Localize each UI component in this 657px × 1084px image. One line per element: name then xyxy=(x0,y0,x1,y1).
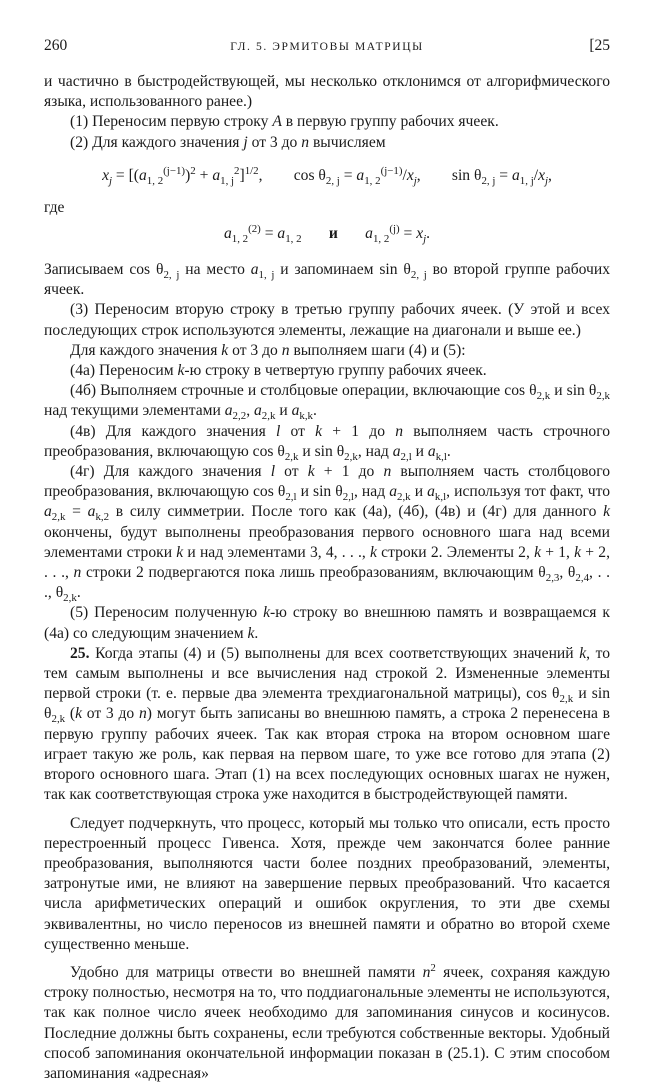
section-25: 25. Когда этапы (4) и (5) выполнены для всех соответствующих значений k, то тем самым выполнены и все вычисления над строкой 2. Измененные элементы первой строки (т. е. первые два элемента трехдиагональной матрицы), $\cos \theta_{2,k}$ и $\sin \theta_{2,k}$ (k от 3 до n) могут быть записаны во внешнюю память, а строка 2 перенесена в первую группу рабочих ячеек. Так как вторая строка на втором основном шаге играет такую же роль, как первая на первом шаге, то уже все готово для этапа (2) второго основного шага. Этап (1) на всех последующих основных шагах не нужен, так как соответствующая строка уже находится в быстродействующей памяти. xyxy=(44,644,611,804)
running-header xyxy=(44,36,610,58)
section-number: 25. xyxy=(70,644,90,662)
step-3: (3) Переносим вторую строку в третью группу рабочих ячеек. (У этой и всех последующих строк используются элементы, лежащие на диагонали и выше ее.) xyxy=(44,301,610,339)
step-4a: (4а) Переносим k-ю строку в четвертую группу рабочих ячеек. xyxy=(70,362,487,380)
page-number: 260 xyxy=(44,37,68,54)
step-5: (5) Переносим полученную k-ю строку во внешнюю память и возвращаемся к (4а) со следующим значением k. xyxy=(44,604,610,642)
storage-paragraph: Удобно для матрицы отвести во внешней памяти $n^2$ ячеек, сохраняя каждую строку полностью, несмотря на то, что поддиагональные элементы не используются, так как полное число ячеек необходимо для запоминания синусов и косинусов. Последние должны быть сохранены, если требуются собственные векторы. Удобный способ запоминания окончательной информации показан в (25.1). С этим способом запоминания «адресная» xyxy=(44,961,610,1082)
step-4v: (4в) Для каждого значения l от k + 1 до n выполняем часть строчного преобразования, включающую $\cos \theta_{2,k}$ и $\sin \theta_{2,k}$, над $a_{2,l}$ и $a_{k,l}$. xyxy=(44,422,611,463)
intro-paragraph: и частично в быстродействующей, мы несколько отклонимся от алгорифмического языка, использованного ранее.) xyxy=(44,73,610,111)
step-1: (1) Переносим первую строку A в первую группу рабочих ячеек. xyxy=(70,113,499,131)
document-page xyxy=(44,36,610,1084)
write-paragraph: Записываем $\cos \theta_{2, j}$ на место $a_{1, j}$ и запоминаем $\sin \theta_{2, j}$ во второй группе рабочих ячеек. xyxy=(44,261,611,299)
where-label: где xyxy=(44,198,65,216)
step-4g: (4г) Для каждого значения l от k + 1 до n выполняем часть столбцового преобразования, включающую $\cos \theta_{2,l}$ и $\sin \theta_{2,l}$, над $a_{2,k}$ и $a_{k,l}$, используя тот факт, что $a_{2,k} = a_{k,2}$ в силу симметрии. После того как (4а), (4б), (4в) и (4г) для данного k окончены, будут выполнены преобразования первого основного шага над всеми элементами строки k и над элементами 3, 4, . . ., k строки 2. Элементы 2, k + 1, k + 2, . . ., n строки 2 подвергаются пока лишь преобразованиям, включающим $\theta_{2,3}$, $\theta_{2,4}$, . . ., $\theta_{2,k}$. xyxy=(44,463,611,605)
for-each-k: Для каждого значения k от 3 до n выполняем шаги (4) и (5): xyxy=(70,341,466,359)
givens-paragraph: Следует подчеркнуть, что процесс, который мы только что описали, есть просто перестроенный процесс Гивенса. Хотя, прежде чем закончатся более ранние преобразования, выполняются части более поздних преобразований, элементы, затронутые ими, не влияют на завершение первых преобразований. Что касается числа арифметических операций и ошибок округления, то эти две схемы эквивалентны, но число переносов из внешней памяти и обратно во второй схеме существенно меньше. xyxy=(44,814,610,953)
step-2: (2) Для каждого значения j от 3 до n вычисляем xyxy=(70,133,386,151)
section-mark: [25 xyxy=(589,37,610,54)
formula-givens-rotation: $x_j = [(a_{1, 2}^{(j-1)})^2 + a_{1, j}^2]^{1/2}$, $\cos \theta_{2, j} = a_{1, 2}^{(j-1)}/x_j$, $\sin \theta_{2, j} = a_{1, j}/x_j$, xyxy=(102,164,552,187)
step-4b: (4б) Выполняем строчные и столбцовые операции, включающие $\cos \theta_{2,k}$ и $\sin \theta_{2,k}$ над текущими элементами $a_{2,2}$, $a_{2,k}$ и $a_{k,k}$. xyxy=(44,382,610,423)
chapter-title: ГЛ. 5. ЭРМИТОВЫ МАТРИЦЫ xyxy=(230,41,424,53)
formula-initial-values: $a_{1, 2}^{(2)} = a_{1, 2}$ и $a_{1, 2}^{(j)} = x_j$. xyxy=(223,222,431,246)
